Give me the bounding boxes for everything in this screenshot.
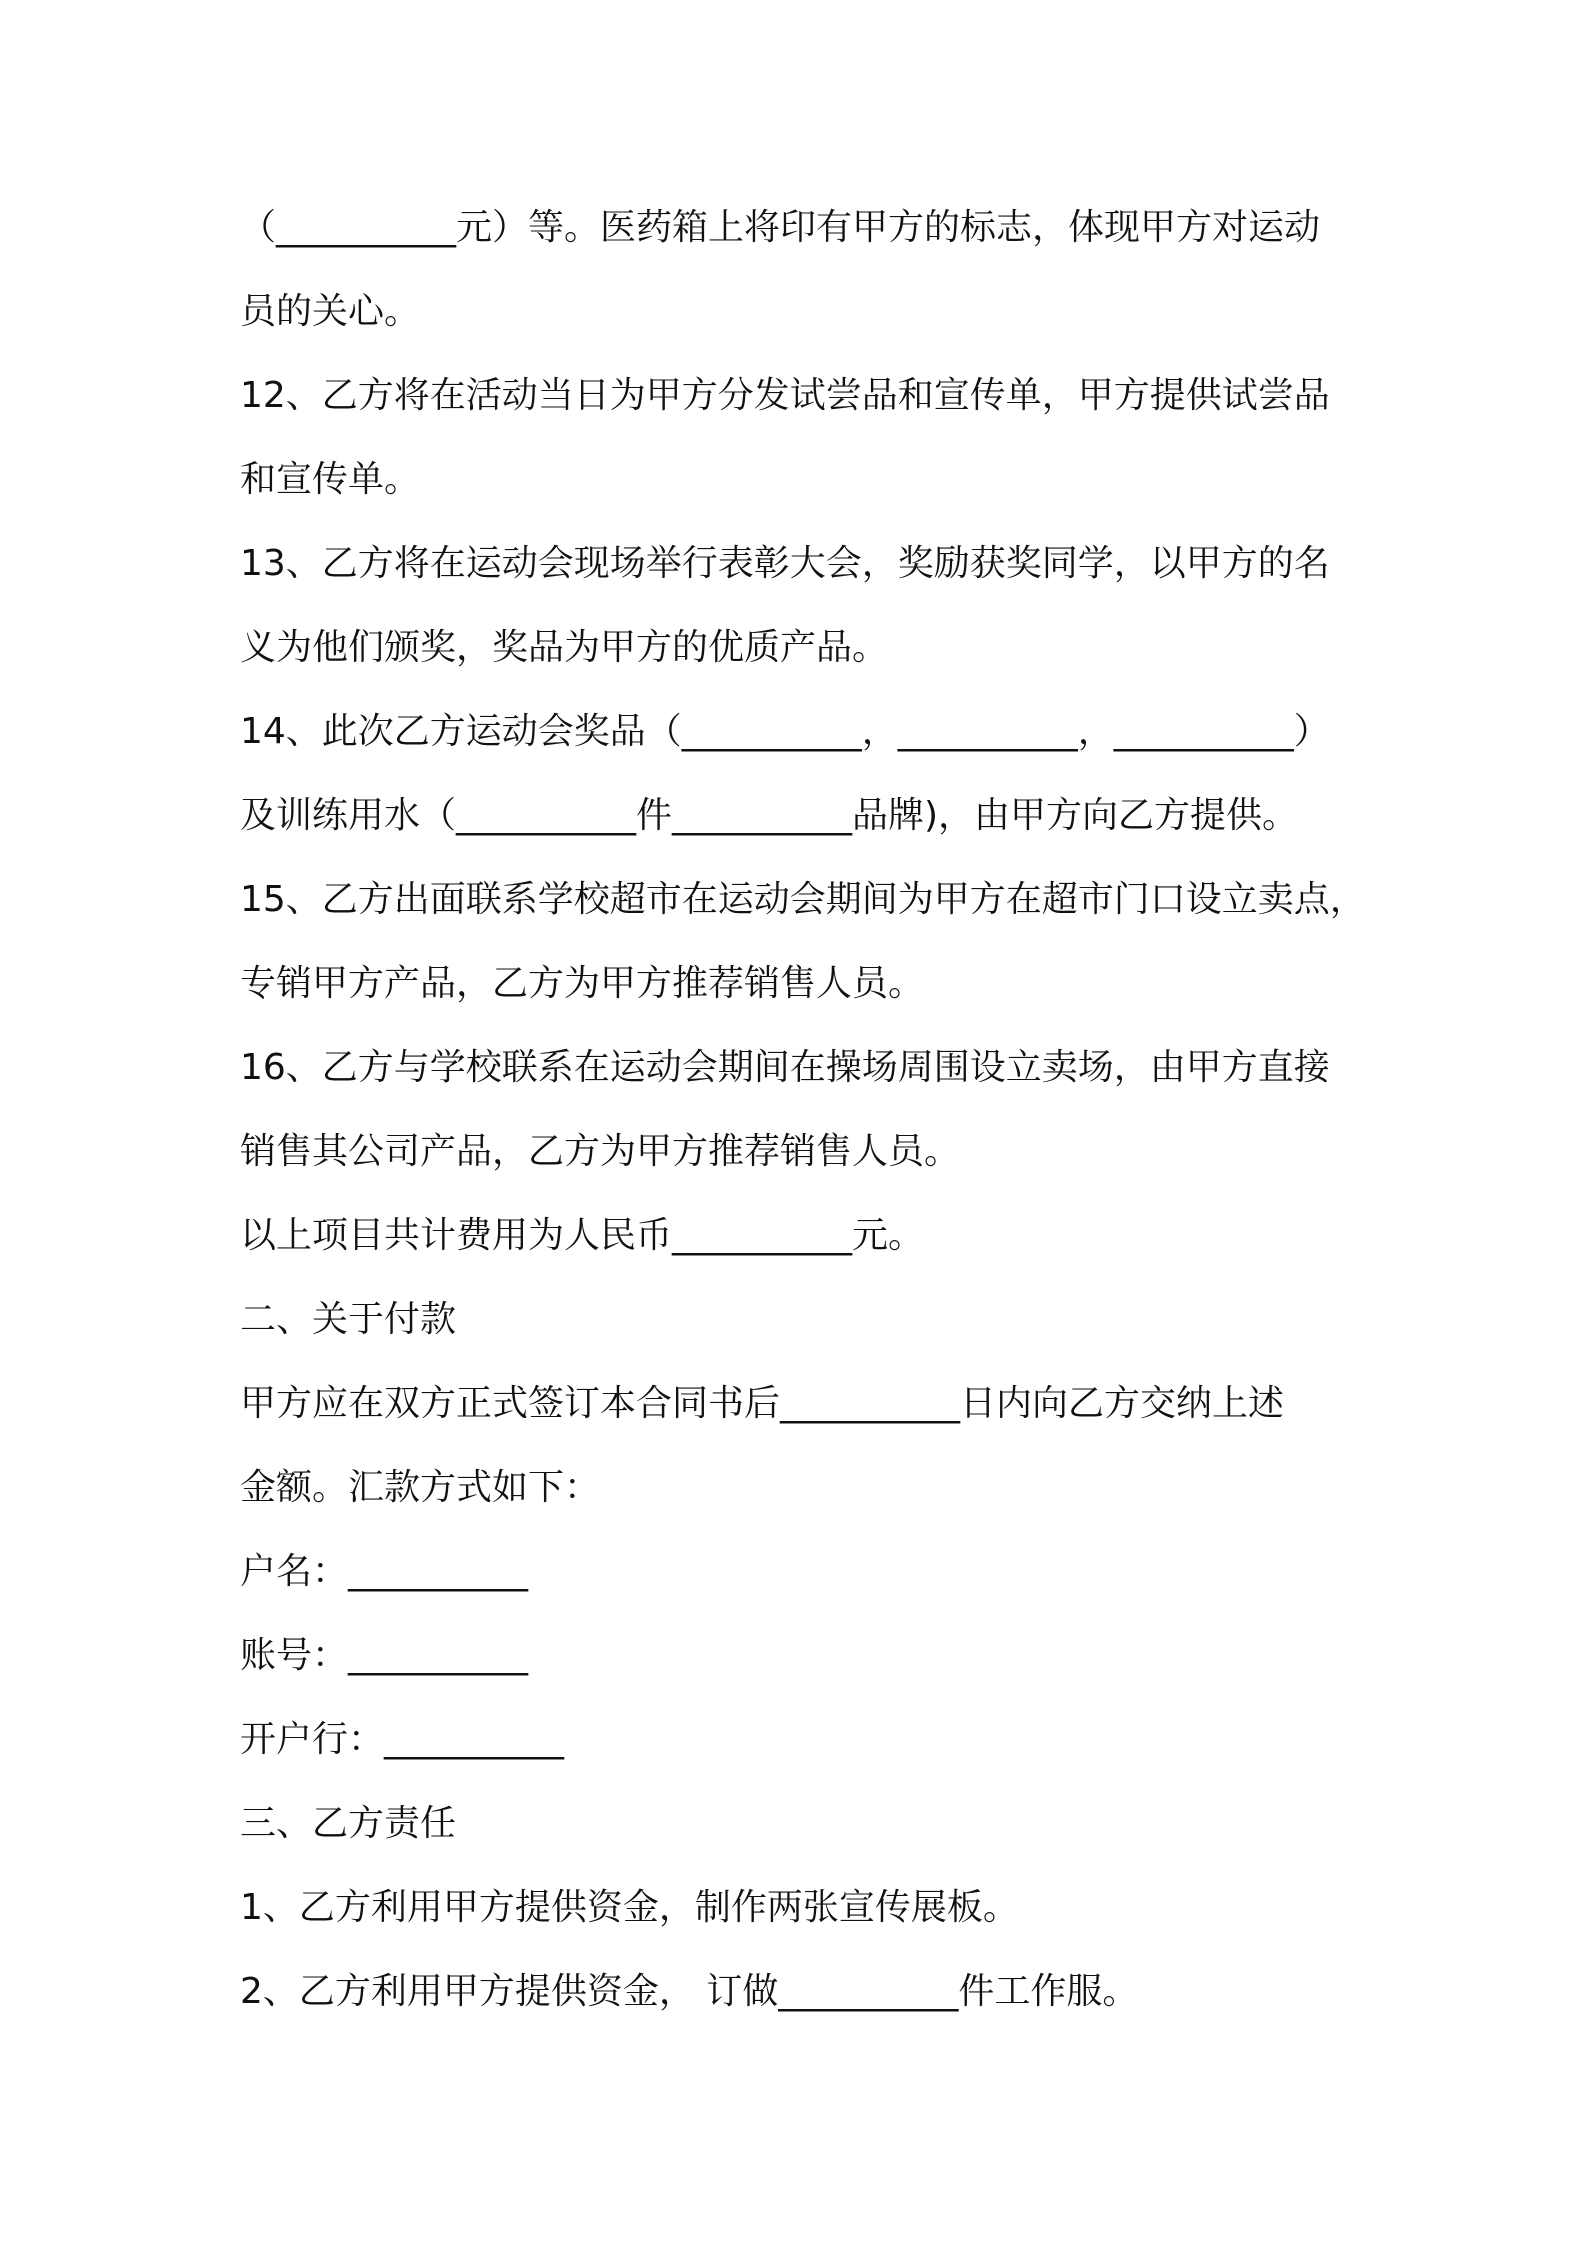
- text-line: 及训练用水（__________件__________品牌)，由甲方向乙方提供。: [240, 795, 1299, 836]
- section-heading: 二、关于付款: [240, 1299, 457, 1340]
- text-line: 甲方应在双方正式签订本合同书后__________日内向乙方交纳上述: [240, 1383, 1285, 1424]
- text-line: 15、乙方出面联系学校超市在运动会期间为甲方在超市门口设立卖点，: [240, 879, 1366, 920]
- text-line: 16、乙方与学校联系在运动会期间在操场周围设立卖场，由甲方直接: [240, 1047, 1330, 1088]
- text-line: 义为他们颁奖，奖品为甲方的优质产品。: [240, 627, 889, 668]
- bank-line: 开户行：__________: [240, 1719, 565, 1760]
- text-line: 金额。汇款方式如下：: [240, 1467, 601, 1508]
- text-line: 销售其公司产品，乙方为甲方推荐销售人员。: [240, 1131, 961, 1172]
- text-line: 13、乙方将在运动会现场举行表彰大会，奖励获奖同学，以甲方的名: [240, 543, 1330, 584]
- text-line: 14、此次乙方运动会奖品（__________，__________，__________）: [240, 711, 1330, 752]
- account-number-line: 账号：__________: [240, 1635, 529, 1676]
- text-line: 以上项目共计费用为人民币__________元。: [240, 1215, 925, 1256]
- text-line: 员的关心。: [240, 291, 421, 332]
- text-line: 和宣传单。: [240, 459, 421, 500]
- section-heading: 三、乙方责任: [240, 1803, 457, 1844]
- text-line: 1、乙方利用甲方提供资金，制作两张宣传展板。: [240, 1887, 1019, 1928]
- text-line: （__________元）等。医药箱上将印有甲方的标志，体现甲方对运动: [240, 207, 1321, 248]
- text-line: 2、乙方利用甲方提供资金， 订做__________件工作服。: [240, 1971, 1139, 2012]
- account-name-line: 户名：__________: [240, 1551, 529, 1592]
- text-line: 专销甲方产品，乙方为甲方推荐销售人员。: [240, 963, 925, 1004]
- text-line: 12、乙方将在活动当日为甲方分发试尝品和宣传单，甲方提供试尝品: [240, 375, 1330, 416]
